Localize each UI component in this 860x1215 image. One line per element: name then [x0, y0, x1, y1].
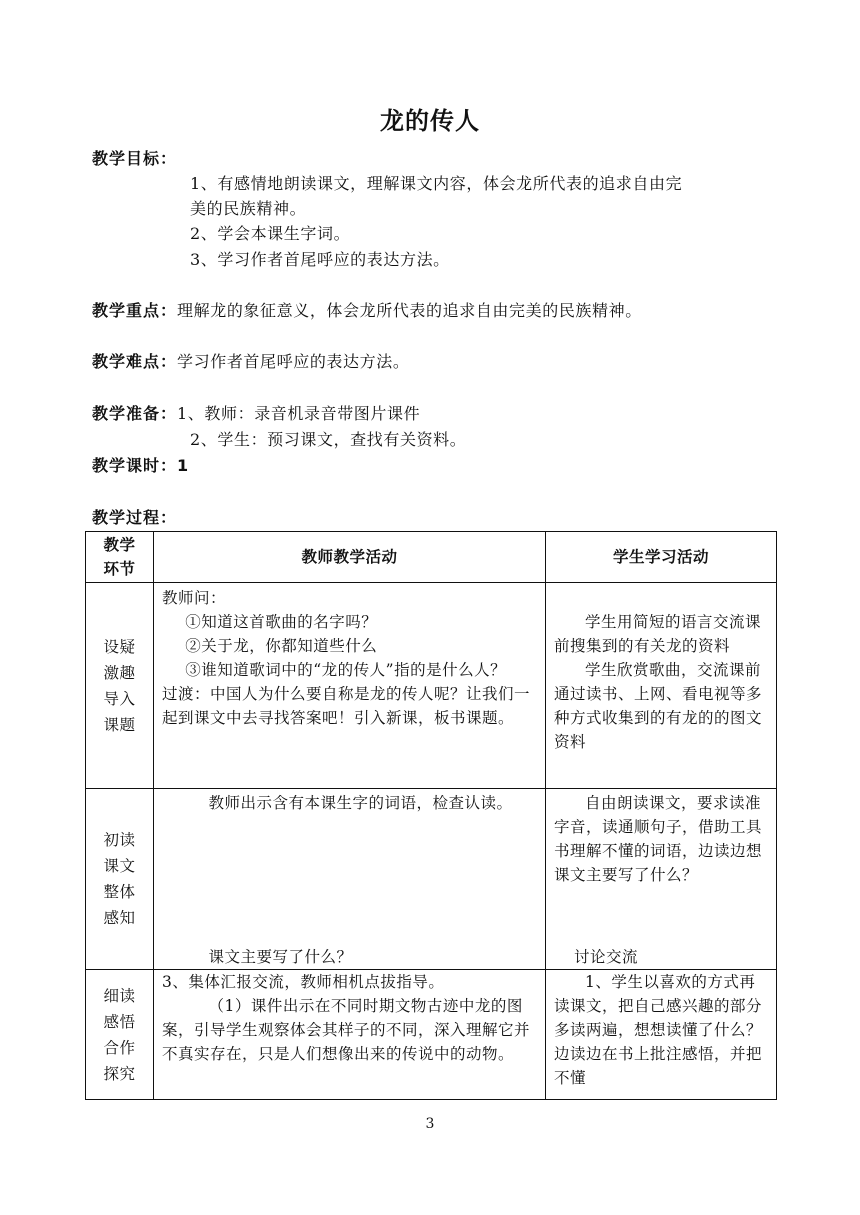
- goals-label: 教学目标：: [92, 149, 178, 168]
- teacher-cell: [154, 970, 546, 1100]
- teacher-text: 教师出示含有本课生字的词语，检查认读。: [208, 794, 513, 812]
- student-text: 讨论交流: [574, 948, 639, 966]
- student-text: 学生欣赏歌曲，交流课前通过读书、上网、看电视等多种方式收集到的有龙的的图文资料: [554, 661, 763, 751]
- table-header-row: [86, 532, 777, 583]
- section-cell: [86, 970, 154, 1100]
- section-name: 初读课文整体感知: [103, 831, 136, 927]
- hours-label: 教学课时：: [92, 456, 178, 475]
- table-row: [86, 583, 777, 789]
- preparation-line-2: 2、学生：预习课文，查找有关资料。: [190, 430, 467, 449]
- header-section: 教学环节: [86, 532, 154, 583]
- goal-line-3: 2、学会本课生字词。: [190, 224, 351, 243]
- process-label: 教学过程：: [92, 508, 178, 527]
- teacher-text: 课文主要写了什么？: [208, 948, 353, 966]
- header-teacher: 教师教学活动: [154, 532, 546, 583]
- student-cell: [546, 583, 777, 789]
- student-text: 1、学生以喜欢的方式再读课文，把自己感兴趣的部分多读两遍，想想读懂了什么？边读边在书上批注感悟，并把不懂: [554, 973, 763, 1087]
- section-name: 细读感悟合作探究: [103, 986, 136, 1083]
- teacher-cell: [154, 583, 546, 789]
- goal-line-4: 3、学习作者首尾呼应的表达方法。: [190, 250, 450, 269]
- student-cell: [546, 970, 777, 1100]
- student-text: 自由朗读课文，要求读准字音，读通顺句子，借助工具书理解不懂的词语，边读边想课文主要写了什么？: [554, 794, 763, 884]
- teacher-text: （1）课件出示在不同时期文物古迹中龙的图案，引导学生观察体会其样子的不同，深入理解它并不真实存在，只是人们想像出来的传说中的动物。: [162, 997, 531, 1063]
- goal-line-1: 1、有感情地朗读课文，理解课文内容，体会龙所代表的追求自由完: [190, 174, 683, 193]
- section-name: 设疑激趣导入课题: [103, 637, 136, 734]
- teacher-cell: [154, 789, 546, 970]
- header-student: 学生学习活动: [546, 532, 777, 583]
- teacher-text: ①知道这首歌曲的名字吗？: [185, 613, 378, 631]
- preparation-row: [92, 402, 420, 426]
- preparation-label: 教学准备：: [92, 404, 178, 423]
- table-row: [86, 789, 777, 970]
- teacher-text: ②关于龙，你都知道些什么: [185, 637, 378, 655]
- teacher-text: 过渡：中国人为什么要自称是龙的传人呢？让我们一起到课文中去寻找答案吧！引入新课，板书课题。: [162, 685, 531, 727]
- student-text: 学生用简短的语言交流课前搜集到的有关龙的资料: [554, 613, 762, 655]
- section-cell: [86, 583, 154, 789]
- teacher-text: ③谁知道歌词中的“龙的传人”指的是什么人？: [185, 661, 507, 679]
- focus-label: 教学重点：: [92, 301, 178, 320]
- difficulty-label: 教学难点：: [92, 352, 178, 371]
- table-row: [86, 970, 777, 1100]
- document-title: 龙的传人: [380, 107, 480, 135]
- page-number: 3: [425, 1116, 435, 1132]
- teacher-text: 3、集体汇报交流，教师相机点拔指导。: [162, 973, 445, 991]
- focus-text: 理解龙的象征意义，体会龙所代表的追求自由完美的民族精神。: [177, 301, 642, 320]
- difficulty-text: 学习作者首尾呼应的表达方法。: [177, 352, 410, 371]
- student-cell: [546, 789, 777, 970]
- lesson-plan-table: [85, 531, 777, 1100]
- section-cell: [86, 789, 154, 970]
- preparation-line-1: 1、教师：录音机录音带图片课件: [177, 404, 421, 423]
- teacher-text: 教师问：: [162, 589, 227, 607]
- hours-value: 1: [177, 456, 190, 475]
- goal-line-2: 美的民族精神。: [190, 199, 307, 218]
- difficulty-row: [92, 350, 409, 374]
- focus-row: [92, 299, 642, 323]
- hours-row: [92, 454, 189, 478]
